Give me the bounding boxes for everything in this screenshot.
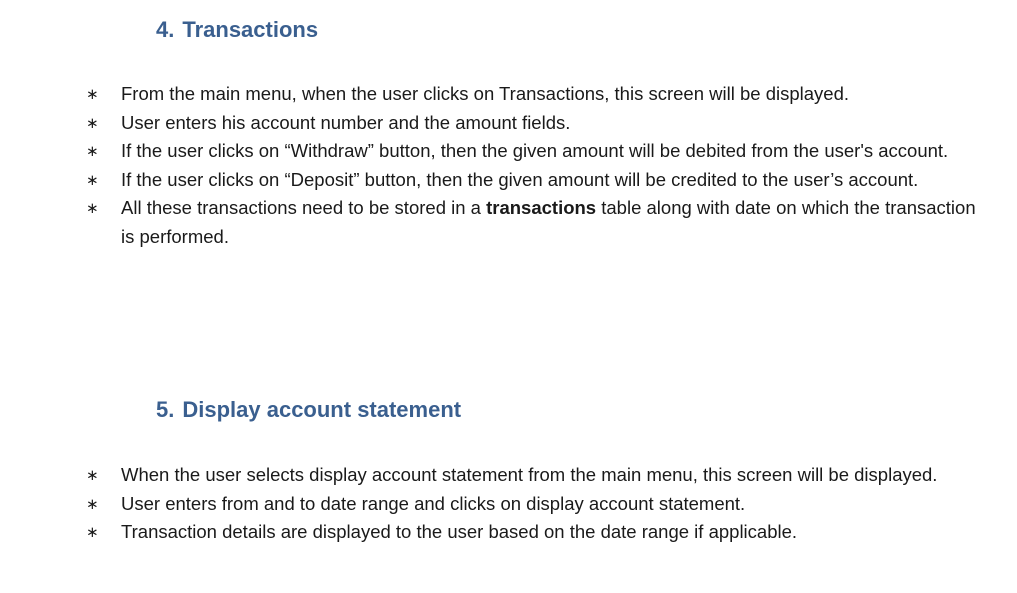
section-number: 5. [156, 397, 175, 422]
list-item-text: Transaction details are displayed to the user based on the date range if applicable. [121, 521, 798, 542]
bullet-icon: ∗ [86, 113, 99, 132]
list-item [80, 461, 980, 490]
list-item-text: From the main menu, when the user clicks on Transactions, this screen will be displayed. [121, 83, 849, 104]
list-item-text: If the user clicks on “Withdraw” button, then the given amount will be debited from the user's account. [121, 140, 949, 161]
bullet-icon: ∗ [86, 85, 99, 103]
list-item-text: If the user clicks on “Deposit” button, then the given amount will be credited to the user’s account. [121, 168, 919, 190]
bullet-icon: ∗ [86, 466, 99, 484]
bullet-icon: ∗ [86, 170, 99, 189]
bullet-icon: ∗ [86, 199, 99, 217]
section-title: Transactions [182, 17, 319, 42]
list-item-text: When the user selects display account statement from the main menu, this screen will be displayed. [121, 464, 938, 485]
statement-bullet-list [80, 461, 980, 547]
list-item [80, 80, 980, 109]
list-item-bold-term: transactions [486, 197, 597, 218]
section-title: Display account statement [182, 397, 462, 422]
section-heading-transactions [156, 17, 318, 43]
list-item [80, 194, 980, 251]
list-item [80, 490, 980, 519]
section-heading-account-statement [156, 397, 461, 423]
list-item [80, 166, 980, 195]
bullet-icon: ∗ [86, 523, 99, 541]
list-item [80, 518, 980, 547]
bullet-icon: ∗ [86, 494, 99, 513]
list-item-text-after: table along with date on which the transaction is performed. [121, 197, 976, 247]
list-item-text: User enters from and to date range and clicks on display account statement. [121, 492, 746, 514]
list-item [80, 109, 980, 138]
list-item-text: User enters his account number and the amount fields. [121, 111, 571, 133]
bullet-icon: ∗ [86, 142, 99, 160]
transactions-bullet-list [80, 80, 980, 251]
list-item [80, 137, 980, 166]
section-number: 4. [156, 17, 175, 42]
list-item-text-before: All these transactions need to be stored in a [121, 197, 487, 218]
